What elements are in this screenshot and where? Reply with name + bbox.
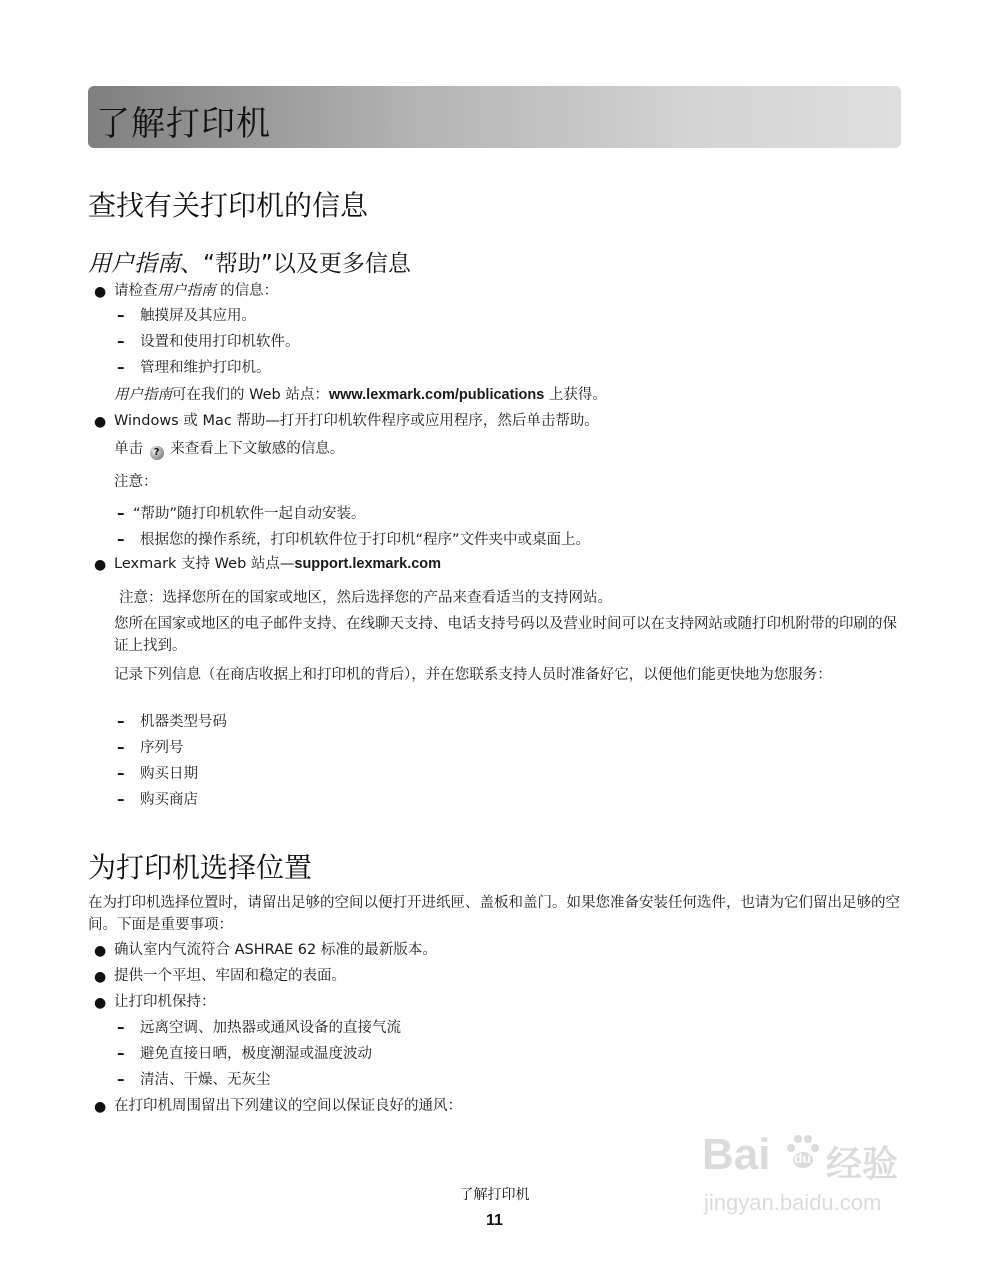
help-question-icon: ? xyxy=(150,446,164,460)
page-number: 11 xyxy=(486,1212,503,1229)
bullet-icon: ● xyxy=(94,284,107,300)
support-item: 购买日期 xyxy=(140,766,198,782)
guide-item: 管理和维护打印机。 xyxy=(140,360,271,376)
subheading-user-guide xyxy=(88,245,411,278)
chapter-banner xyxy=(88,86,901,148)
dash-icon: – xyxy=(117,1070,125,1088)
bullet-icon: ● xyxy=(94,414,107,430)
watermark-cn: 经验 xyxy=(826,1143,899,1184)
help-line: Windows 或 Mac 帮助—打开打印机软件程序或应用程序，然后单击帮助。 xyxy=(114,413,599,429)
section-title-find-info: 查找有关打印机的信息 xyxy=(88,189,369,222)
location-bullet: 提供一个平坦、牢固和稳定的表面。 xyxy=(114,968,346,984)
lexmark-publications-link[interactable]: www.lexmark.com/publications xyxy=(328,387,545,403)
help-click-line: 单击 ? 来查看上下文敏感的信息。 xyxy=(114,441,345,458)
dash-icon: – xyxy=(117,764,125,782)
guide-intro: 请检查用户指南 的信息： xyxy=(114,283,279,299)
help-note-item: “帮助”随打印机软件一起自动安装。 xyxy=(133,506,366,522)
support-item: 序列号 xyxy=(140,740,184,756)
help-note-label: 注意： xyxy=(114,474,158,490)
dash-icon: – xyxy=(117,530,125,548)
bullet-icon: ● xyxy=(94,969,107,985)
dash-icon: – xyxy=(117,790,125,808)
dash-icon: – xyxy=(117,332,125,350)
bullet-icon: ● xyxy=(94,943,107,959)
support-note: 注意：选择您所在的国家或地区，然后选择您的产品来查看适当的支持网站。 xyxy=(119,590,612,606)
subheading-italic: 用户指南 xyxy=(88,251,180,277)
watermark-du: du xyxy=(794,1150,812,1166)
watermark-url: jingyan.baidu.com xyxy=(704,1190,882,1215)
help-note-item: 根据您的操作系统，打印机软件位于打印机“程序”文件夹中或桌面上。 xyxy=(140,532,591,548)
location-bullet: 让打印机保持： xyxy=(114,994,216,1010)
footer-title: 了解打印机 xyxy=(459,1187,530,1203)
location-sub-item: 避免直接日晒，极度潮湿或温度波动 xyxy=(140,1046,372,1062)
location-bullet: 确认室内气流符合 ASHRAE 62 标准的最新版本。 xyxy=(114,942,437,958)
support-item: 机器类型号码 xyxy=(140,714,227,730)
watermark-brand: Bai xyxy=(702,1130,771,1179)
location-bullet: 在打印机周围留出下列建议的空间以保证良好的通风： xyxy=(114,1098,462,1114)
bullet-icon: ● xyxy=(94,995,107,1011)
subheading-rest: 、“帮助”以及更多信息 xyxy=(180,251,411,277)
dash-icon: – xyxy=(117,306,125,324)
support-line: Lexmark 支持 Web 站点—support.lexmark.com xyxy=(114,556,442,572)
support-para-contact: 您所在国家或地区的电子邮件支持、在线聊天支持、电话支持号码以及营业时间可以在支持网站或随打印机附带的印刷的保证上找到。 xyxy=(114,616,897,654)
dash-icon: – xyxy=(117,1018,125,1036)
support-item: 购买商店 xyxy=(140,792,198,808)
dash-icon: – xyxy=(117,712,125,730)
location-sub-item: 远离空调、加热器或通风设备的直接气流 xyxy=(140,1020,401,1036)
section-title-location: 为打印机选择位置 xyxy=(88,851,313,884)
dash-icon: – xyxy=(117,1044,125,1062)
bullet-icon: ● xyxy=(94,557,107,573)
location-intro: 在为打印机选择位置时，请留出足够的空间以便打开进纸匣、盖板和盖门。如果您准备安装任何选件，也请为它们留出足够的空间。下面是重要事项： xyxy=(88,895,900,933)
chapter-title: 了解打印机 xyxy=(96,104,271,144)
baidu-watermark xyxy=(700,1128,950,1238)
guide-availability: 用户指南可在我们的 Web 站点：www.lexmark.com/publications 上获得。 xyxy=(114,387,607,403)
dash-icon: – xyxy=(117,358,125,376)
dash-icon: – xyxy=(117,738,125,756)
location-sub-item: 清洁、干燥、无灰尘 xyxy=(140,1072,271,1088)
guide-item: 设置和使用打印机软件。 xyxy=(140,334,300,350)
support-lexmark-link[interactable]: support.lexmark.com xyxy=(294,556,442,572)
bullet-icon: ● xyxy=(94,1099,107,1115)
support-para-record: 记录下列信息（在商店收据上和打印机的背后），并在您联系支持人员时准备好它，以便他们能更快地为您服务： xyxy=(114,667,832,683)
dash-icon: – xyxy=(117,504,125,522)
guide-item: 触摸屏及其应用。 xyxy=(140,308,256,324)
